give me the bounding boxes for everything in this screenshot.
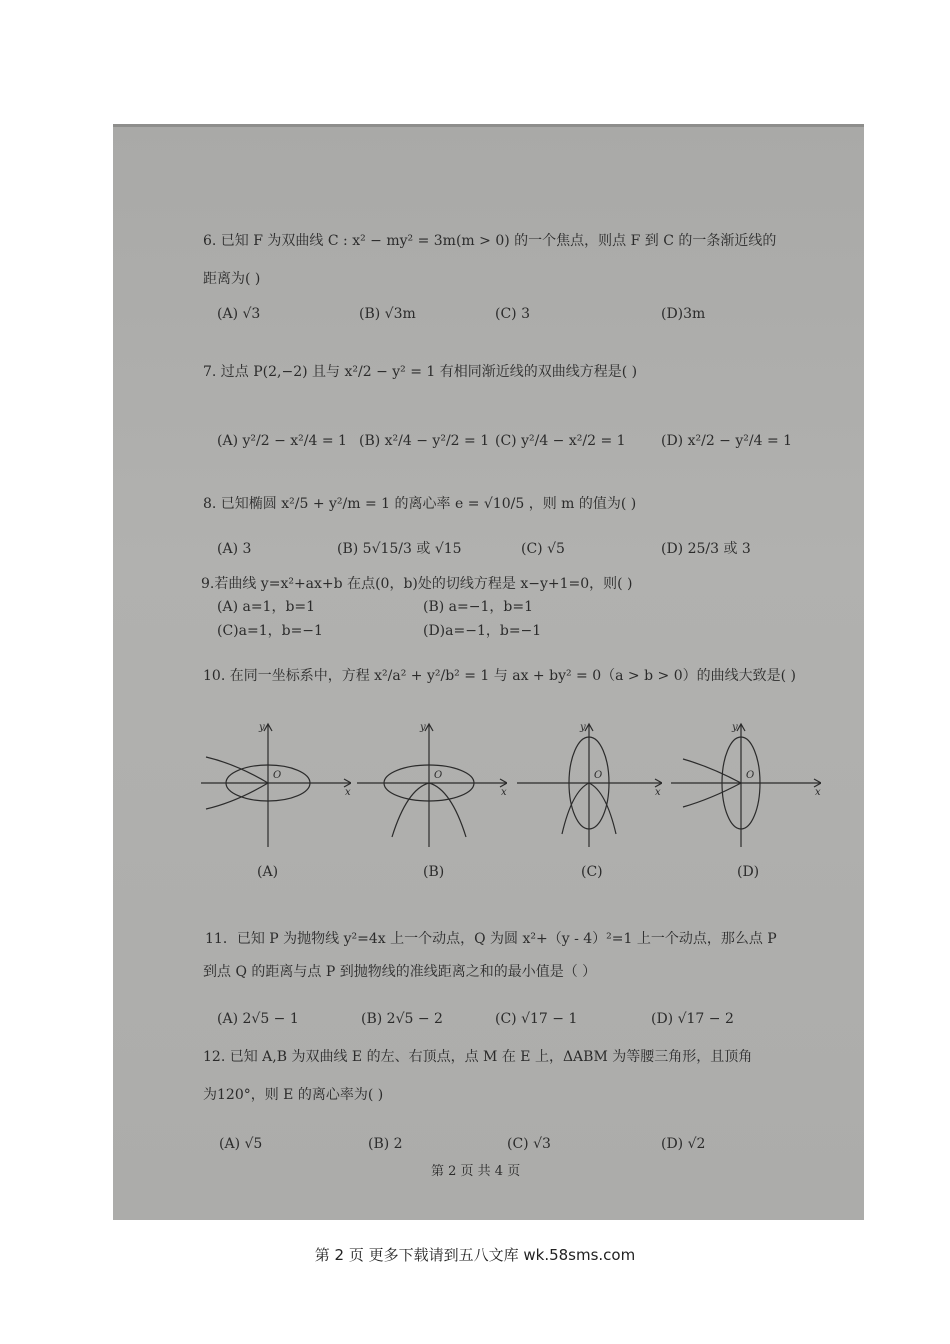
q7-option-c: (C) y²/4 − x²/2 = 1 (495, 433, 626, 449)
q9-option-d: (D)a=−1，b=−1 (423, 623, 542, 639)
q10-caption-b: (B) (423, 864, 445, 880)
q6-option-d: (D)3m (661, 306, 706, 322)
q12-option-b: (B) 2 (368, 1136, 403, 1152)
q10-graph-b (357, 719, 507, 849)
q7-line1: 7. 过点 P(2,−2) 且与 x²/2 − y² = 1 有相同渐近线的双曲线方程是( ) (203, 364, 638, 380)
q10-graph-c-y-label: y (580, 722, 586, 733)
q9-option-a: (A) a=1，b=1 (217, 599, 316, 615)
scanned-exam-page (113, 124, 864, 1220)
q10-graph-c-x-label: x (655, 787, 661, 798)
q8-option-c: (C) √5 (521, 541, 565, 557)
q12-option-a: (A) √5 (219, 1136, 263, 1152)
q10-graph-d (671, 719, 821, 849)
q10-caption-d: (D) (737, 864, 760, 880)
q10-graph-c-origin: O (594, 770, 603, 781)
q10-graph-b-y-label: y (420, 722, 426, 733)
q6-line1: 6. 已知 F 为双曲线 C : x² − my² = 3m(m > 0) 的一个焦点，则点 F 到 C 的一条渐近线的 (203, 233, 777, 249)
q7-option-a: (A) y²/2 − x²/4 = 1 (217, 433, 347, 449)
q6-option-c: (C) 3 (495, 306, 530, 322)
q7-option-b: (B) x²/4 − y²/2 = 1 (359, 433, 490, 449)
q10-graph-d-origin: O (746, 770, 755, 781)
q11-option-d: (D) √17 − 2 (651, 1011, 734, 1027)
q10-graph-a-x-label: x (345, 787, 351, 798)
q11-option-c: (C) √17 − 1 (495, 1011, 578, 1027)
q12-line2: 为120°，则 E 的离心率为( ) (203, 1087, 384, 1103)
q10-graph-a-origin: O (273, 770, 282, 781)
q10-graph-b-x-label: x (501, 787, 507, 798)
q12-option-d: (D) √2 (661, 1136, 706, 1152)
q11-line2: 到点 Q 的距离与点 P 到抛物线的准线距离之和的最小值是（ ） (203, 964, 597, 980)
q11-option-b: (B) 2√5 − 2 (361, 1011, 443, 1027)
q9-option-b: (B) a=−1，b=1 (423, 599, 533, 615)
page-edge-shadow (113, 124, 864, 127)
q10-graph-d-x-label: x (815, 787, 821, 798)
q10-line1: 10. 在同一坐标系中，方程 x²/a² + y²/b² = 1 与 ax + by² = 0（a > b > 0）的曲线大致是( ) (203, 668, 796, 684)
q10-caption-a: (A) (257, 864, 279, 880)
q7-option-d: (D) x²/2 − y²/4 = 1 (661, 433, 793, 449)
q8-option-b: (B) 5√15/3 或 √15 (337, 541, 462, 557)
q10-graph-b-origin: O (434, 770, 443, 781)
q8-line1: 8. 已知椭圆 x²/5 + y²/m = 1 的离心率 e = √10/5 ，则 m 的值为( ) (203, 496, 637, 512)
q8-option-d: (D) 25/3 或 3 (661, 541, 751, 557)
q10-graph-c (517, 719, 662, 849)
q9-option-c: (C)a=1，b=−1 (217, 623, 323, 639)
footer-text: 第 2 页 更多下载请到五八文库 wk.58sms.com (314, 1246, 636, 1264)
q11-option-a: (A) 2√5 − 1 (217, 1011, 299, 1027)
q10-graph-a (201, 719, 351, 849)
q10-caption-c: (C) (581, 864, 603, 880)
q8-option-a: (A) 3 (217, 541, 252, 557)
q12-option-c: (C) √3 (507, 1136, 551, 1152)
q6-line2: 距离为( ) (203, 271, 261, 287)
q9-line1: 9.若曲线 y=x²+ax+b 在点(0，b)处的切线方程是 x−y+1=0，则( ) (201, 576, 633, 592)
q11-line1: 11．已知 P 为抛物线 y²=4x 上一个动点，Q 为圆 x²+（y - 4）²=1 上一个动点，那么点 P (205, 931, 777, 947)
page-number: 第 2 页 共 4 页 (431, 1164, 521, 1179)
q12-line1: 12. 已知 A,B 为双曲线 E 的左、右顶点，点 M 在 E 上，ΔABM 为等腰三角形，且顶角 (203, 1049, 753, 1065)
q10-graph-a-y-label: y (259, 722, 265, 733)
q6-option-a: (A) √3 (217, 306, 261, 322)
q10-graph-d-y-label: y (732, 722, 738, 733)
q6-option-b: (B) √3m (359, 306, 416, 322)
